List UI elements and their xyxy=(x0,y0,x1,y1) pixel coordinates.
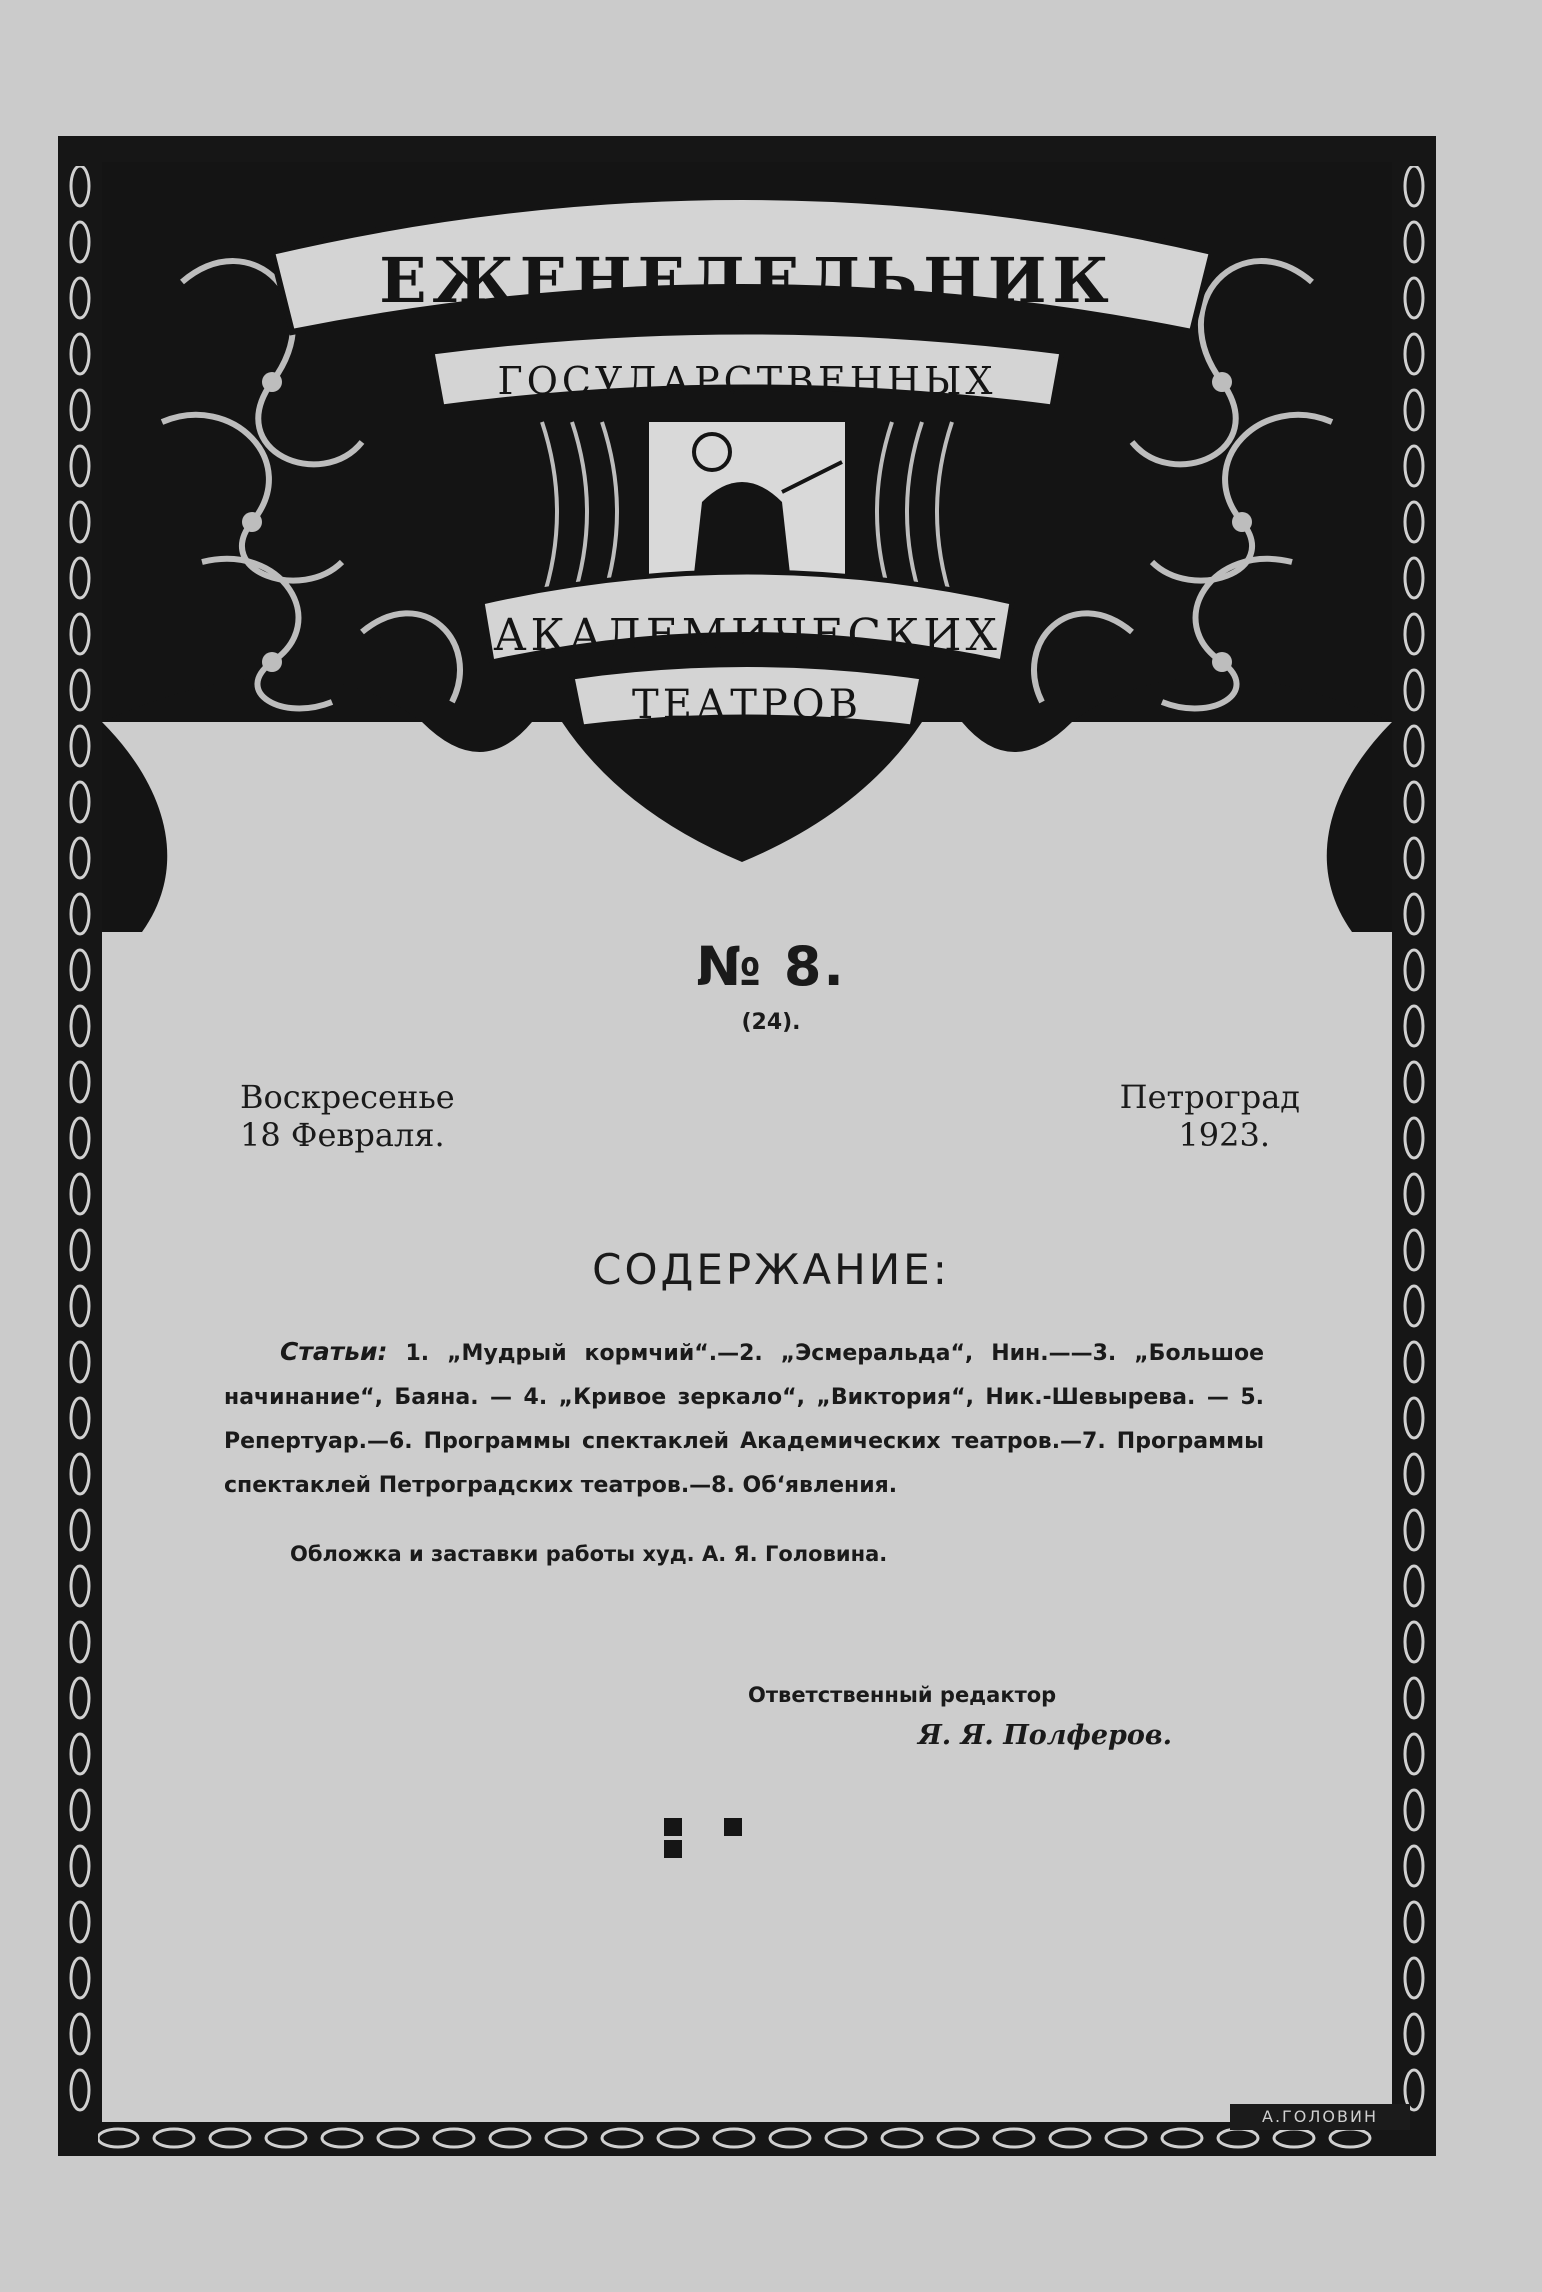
contents-title: СОДЕРЖАНИЕ: xyxy=(592,1245,950,1294)
editor-role: Ответственный редактор xyxy=(748,1683,1057,1707)
bullet-square xyxy=(664,1818,682,1836)
date: 18 Февраля. xyxy=(240,1116,445,1154)
weekday: Воскресенье xyxy=(240,1078,455,1116)
contents-articles xyxy=(224,1330,1264,1508)
masthead-academic: АКАДЕМИЧЕСКИХ xyxy=(493,610,1001,661)
articles-label: Статьи: xyxy=(280,1337,388,1366)
issue-date xyxy=(240,1078,455,1154)
issue-sequence: (24). xyxy=(741,1010,801,1035)
issue-number: № 8. xyxy=(696,935,846,998)
masthead-subtitle: ГОСУДАРСТВЕННЫХ xyxy=(497,359,997,403)
masthead-theatres: ТЕАТРОВ xyxy=(632,682,862,728)
masthead-illustration xyxy=(102,162,1392,932)
year: 1923. xyxy=(1178,1116,1270,1154)
bullet-square xyxy=(724,1818,742,1836)
editor-name: Я. Я. Полферов. xyxy=(918,1720,1173,1751)
bottom-chain-border xyxy=(98,2124,1398,2152)
artist-signature: А.ГОЛОВИН xyxy=(1230,2104,1410,2130)
city: Петроград xyxy=(1119,1078,1300,1116)
bullet-square xyxy=(664,1840,682,1858)
cover-credit: Обложка и заставки работы худ. А. Я. Головина. xyxy=(290,1542,888,1566)
issue-place-year xyxy=(1110,1078,1300,1154)
left-chain-border xyxy=(66,166,94,2116)
articles-list: 1. „Мудрый кормчий“.—2. „Эсмеральда“, Нин.——3. „Большое начинание“, Баяна. — 4. „Кривое зеркало“, „Виктория“, Ник.-Шевырева. — 5. Репертуар.—6. Программы спектаклей Академических театров.—7. Программы спектаклей Петроградских театров.—8. Об‘явления. xyxy=(224,1341,1264,1498)
decorative-bullets xyxy=(664,1818,824,1840)
right-chain-border xyxy=(1400,166,1428,2116)
masthead-title: ЕЖЕНЕДЕЛЬНИК xyxy=(379,244,1115,317)
